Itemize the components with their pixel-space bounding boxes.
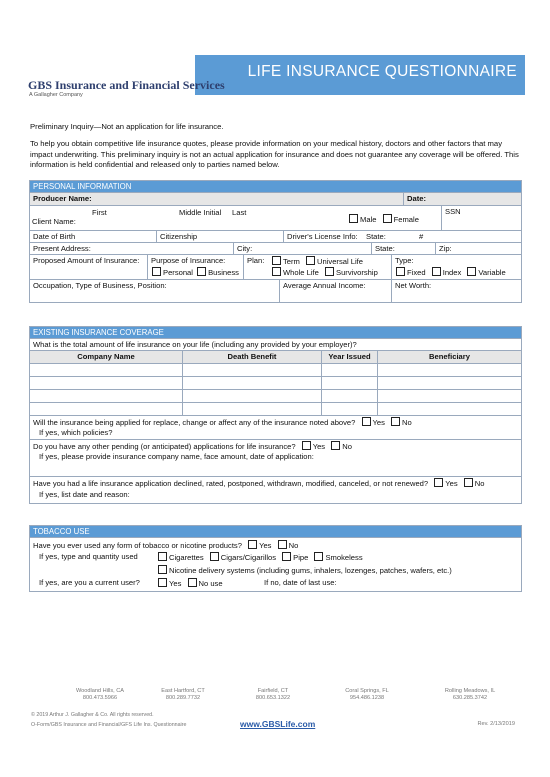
replace-question-row: [30, 415, 521, 439]
occupation-field[interactable]: [30, 280, 279, 302]
declined-question: Have you had a life insurance application declined, rated, postponed, withdrawn, modified, canceled, or not renewed?: [33, 479, 429, 488]
zip-field[interactable]: [435, 243, 521, 254]
office-coral-springs: Coral Springs, FL 954.486.1238: [345, 688, 389, 701]
website-link[interactable]: www.GBSLife.com: [240, 719, 316, 729]
replace-yes-checkbox[interactable]: [362, 417, 371, 426]
tobacco-body: [30, 537, 521, 591]
coverage-table-header: [30, 350, 521, 363]
current-user-question: If yes, are you a current user?: [39, 578, 140, 587]
address-row: [30, 242, 521, 254]
date-field[interactable]: [403, 193, 521, 205]
pipe-checkbox[interactable]: [282, 552, 291, 561]
variable-label: Variable: [478, 268, 506, 277]
survivorship-checkbox[interactable]: [325, 267, 334, 276]
survivorship-label: Survivorship: [336, 268, 378, 277]
no-label: No: [474, 479, 485, 488]
section-heading: TOBACCO USE: [30, 526, 521, 537]
table-row[interactable]: [30, 402, 521, 415]
declined-yes-checkbox[interactable]: [434, 478, 443, 487]
plan-label: Plan:: [247, 256, 265, 265]
business-label: Business: [208, 268, 239, 277]
city-label: City:: [237, 244, 253, 253]
producer-name-field[interactable]: [30, 193, 403, 205]
no-use-checkbox[interactable]: [188, 578, 197, 587]
fixed-checkbox[interactable]: [396, 267, 405, 276]
replace-followup: If yes, which policies?: [39, 428, 113, 437]
drivers-license-field[interactable]: [283, 231, 521, 242]
state-label: State:: [375, 244, 395, 253]
type-field: [391, 255, 521, 279]
declined-question-row: [30, 476, 521, 503]
state-field[interactable]: [371, 243, 435, 254]
male-checkbox[interactable]: [349, 214, 358, 223]
female-checkbox[interactable]: [383, 214, 392, 223]
yes-label: Yes: [169, 579, 182, 588]
whole-life-checkbox[interactable]: [272, 267, 281, 276]
yes-label: Yes: [372, 418, 385, 427]
present-address-field[interactable]: [30, 243, 233, 254]
last-use-label: If no, date of last use:: [264, 578, 337, 587]
company-subtitle: A Gallagher Company: [29, 92, 83, 98]
table-row[interactable]: [30, 389, 521, 402]
purpose-field: [147, 255, 243, 279]
last-label: Last: [232, 208, 247, 217]
pipe-label: Pipe: [293, 553, 309, 562]
pending-no-checkbox[interactable]: [331, 441, 340, 450]
plan-field: [243, 255, 391, 279]
drivers-license-label: Driver's License Info:: [287, 232, 358, 241]
male-label: Male: [360, 215, 377, 224]
yes-label: Yes: [445, 479, 458, 488]
dob-label: Date of Birth: [33, 232, 76, 241]
avg-income-field[interactable]: [279, 280, 391, 302]
smokeless-checkbox[interactable]: [314, 552, 323, 561]
column-death-benefit: Death Benefit: [182, 351, 321, 363]
tobacco-no-checkbox[interactable]: [278, 540, 287, 549]
column-beneficiary: Beneficiary: [377, 351, 521, 363]
dob-row: [30, 230, 521, 242]
city-field[interactable]: [233, 243, 371, 254]
universal-life-label: Universal Life: [317, 257, 364, 266]
current-yes-checkbox[interactable]: [158, 578, 167, 587]
copyright: © 2019 Arthur J. Gallagher & Co. All rights reserved.: [31, 712, 154, 718]
index-checkbox[interactable]: [432, 267, 441, 276]
existing-coverage-section: [29, 326, 522, 504]
table-row[interactable]: [30, 363, 521, 376]
pending-followup: If yes, please provide insurance company name, face amount, date of application:: [39, 452, 314, 461]
company-logo-text: GBS Insurance and Financial Services: [28, 78, 225, 92]
first-label: First: [92, 208, 107, 217]
tobacco-yes-checkbox[interactable]: [248, 540, 257, 549]
office-rolling-meadows: Rolling Meadows, IL 630.285.3742: [444, 688, 496, 701]
ssn-field[interactable]: [441, 206, 521, 230]
net-worth-field[interactable]: [391, 280, 521, 302]
proposed-amount-label: Proposed Amount of Insurance:: [33, 256, 140, 265]
citizenship-field[interactable]: [156, 231, 283, 242]
office-fairfield: Fairfield, CT 800.653.1322: [255, 688, 291, 701]
client-name-label: Client Name:: [32, 217, 76, 226]
tobacco-type-question: If yes, type and quantity used: [39, 552, 138, 561]
cigars-checkbox[interactable]: [210, 552, 219, 561]
replace-no-checkbox[interactable]: [391, 417, 400, 426]
no-label: No: [288, 541, 299, 550]
revision-date: Rev. 2/13/2019: [477, 721, 515, 727]
purpose-label: Purpose of Insurance:: [151, 256, 226, 265]
pending-question: Do you have any other pending (or anticipated) applications for life insurance?: [33, 442, 296, 451]
form-reference: O-Form/GBS Insurance and Financial/GFS Life Ins. Questionnaire: [31, 722, 187, 728]
intro-paragraph: To help you obtain competitive life insurance quotes, please provide information on your medical history, doctors and other factors that may impact underwriting. This preliminary inquiry is not an actual application for insurance and does not guarantee any coverage will be offered. This information is held confidential and released only to parties named below.: [30, 139, 519, 169]
column-company-name: Company Name: [77, 352, 135, 361]
term-label: Term: [283, 257, 300, 266]
dl-number-label: #: [419, 232, 424, 241]
date-label: Date:: [407, 194, 426, 203]
personal-checkbox[interactable]: [152, 267, 161, 276]
client-name-row: [30, 205, 521, 230]
fixed-label: Fixed: [407, 268, 426, 277]
tobacco-use-section: [29, 525, 522, 592]
cigarettes-checkbox[interactable]: [158, 552, 167, 561]
female-label: Female: [393, 215, 419, 224]
yes-label: Yes: [259, 541, 272, 550]
smokeless-label: Smokeless: [325, 553, 363, 562]
table-row[interactable]: [30, 376, 521, 389]
total-insurance-row[interactable]: [30, 338, 521, 350]
nicotine-checkbox[interactable]: [158, 565, 167, 574]
column-year-issued: Year Issued: [321, 351, 377, 363]
intro-heading: Preliminary Inquiry—Not an application for life insurance.: [30, 122, 224, 131]
yes-label: Yes: [312, 442, 326, 451]
personal-information-section: [29, 180, 522, 303]
office-east-hartford: East Hartford, CT 800.289.7732: [161, 688, 205, 701]
section-heading: PERSONAL INFORMATION: [30, 181, 521, 192]
gender-options: [345, 214, 419, 224]
present-address-label: Present Address:: [33, 244, 91, 253]
section-heading: EXISTING INSURANCE COVERAGE: [30, 327, 521, 338]
dl-state-label: State:: [366, 232, 386, 241]
producer-row: [30, 192, 521, 205]
type-label: Type:: [395, 256, 414, 265]
variable-checkbox[interactable]: [467, 267, 476, 276]
cigars-label: Cigars/Cigarillos: [220, 553, 277, 562]
pending-yes-checkbox[interactable]: [302, 441, 311, 450]
office-woodland-hills: Woodland Hills, CA 800.473.5966: [75, 688, 125, 701]
tobacco-question: Have you ever used any form of tobacco or nicotine products?: [33, 541, 242, 550]
header-band: [195, 55, 525, 95]
page-title: LIFE INSURANCE QUESTIONNAIRE: [247, 63, 517, 80]
declined-no-checkbox[interactable]: [464, 478, 473, 487]
producer-name-label: Producer Name:: [33, 194, 92, 203]
net-worth-label: Net Worth:: [395, 281, 432, 290]
zip-label: Zip:: [439, 244, 452, 253]
occupation-row: [30, 279, 521, 302]
cigarettes-label: Cigarettes: [169, 553, 204, 562]
dob-field[interactable]: [30, 231, 156, 242]
pending-question-row: [30, 439, 521, 476]
business-checkbox[interactable]: [197, 267, 206, 276]
nicotine-label: Nicotine delivery systems (including gums, inhalers, lozenges, patches, wafers, etc.): [169, 566, 452, 575]
universal-life-checkbox[interactable]: [306, 256, 315, 265]
declined-followup: If yes, list date and reason:: [39, 490, 130, 499]
avg-income-label: Average Annual Income:: [283, 281, 366, 290]
citizenship-label: Citizenship: [160, 232, 198, 241]
middle-initial-label: Middle Initial: [179, 208, 222, 217]
insurance-amount-row: [30, 254, 521, 279]
no-use-label: No use: [198, 579, 223, 588]
proposed-amount-field[interactable]: [30, 255, 147, 279]
replace-question: Will the insurance being applied for replace, change or affect any of the insurance noted above?: [33, 418, 356, 427]
ssn-label: SSN: [445, 207, 461, 216]
total-insurance-question: What is the total amount of life insurance on your life (including any provided by your employer)?: [33, 340, 357, 349]
whole-life-label: Whole Life: [283, 268, 319, 277]
no-label: No: [342, 442, 352, 451]
index-label: Index: [442, 268, 462, 277]
term-checkbox[interactable]: [272, 256, 281, 265]
occupation-label: Occupation, Type of Business, Position:: [33, 281, 167, 290]
client-name-field[interactable]: [30, 206, 441, 230]
personal-label: Personal: [163, 268, 193, 277]
no-label: No: [402, 418, 412, 427]
